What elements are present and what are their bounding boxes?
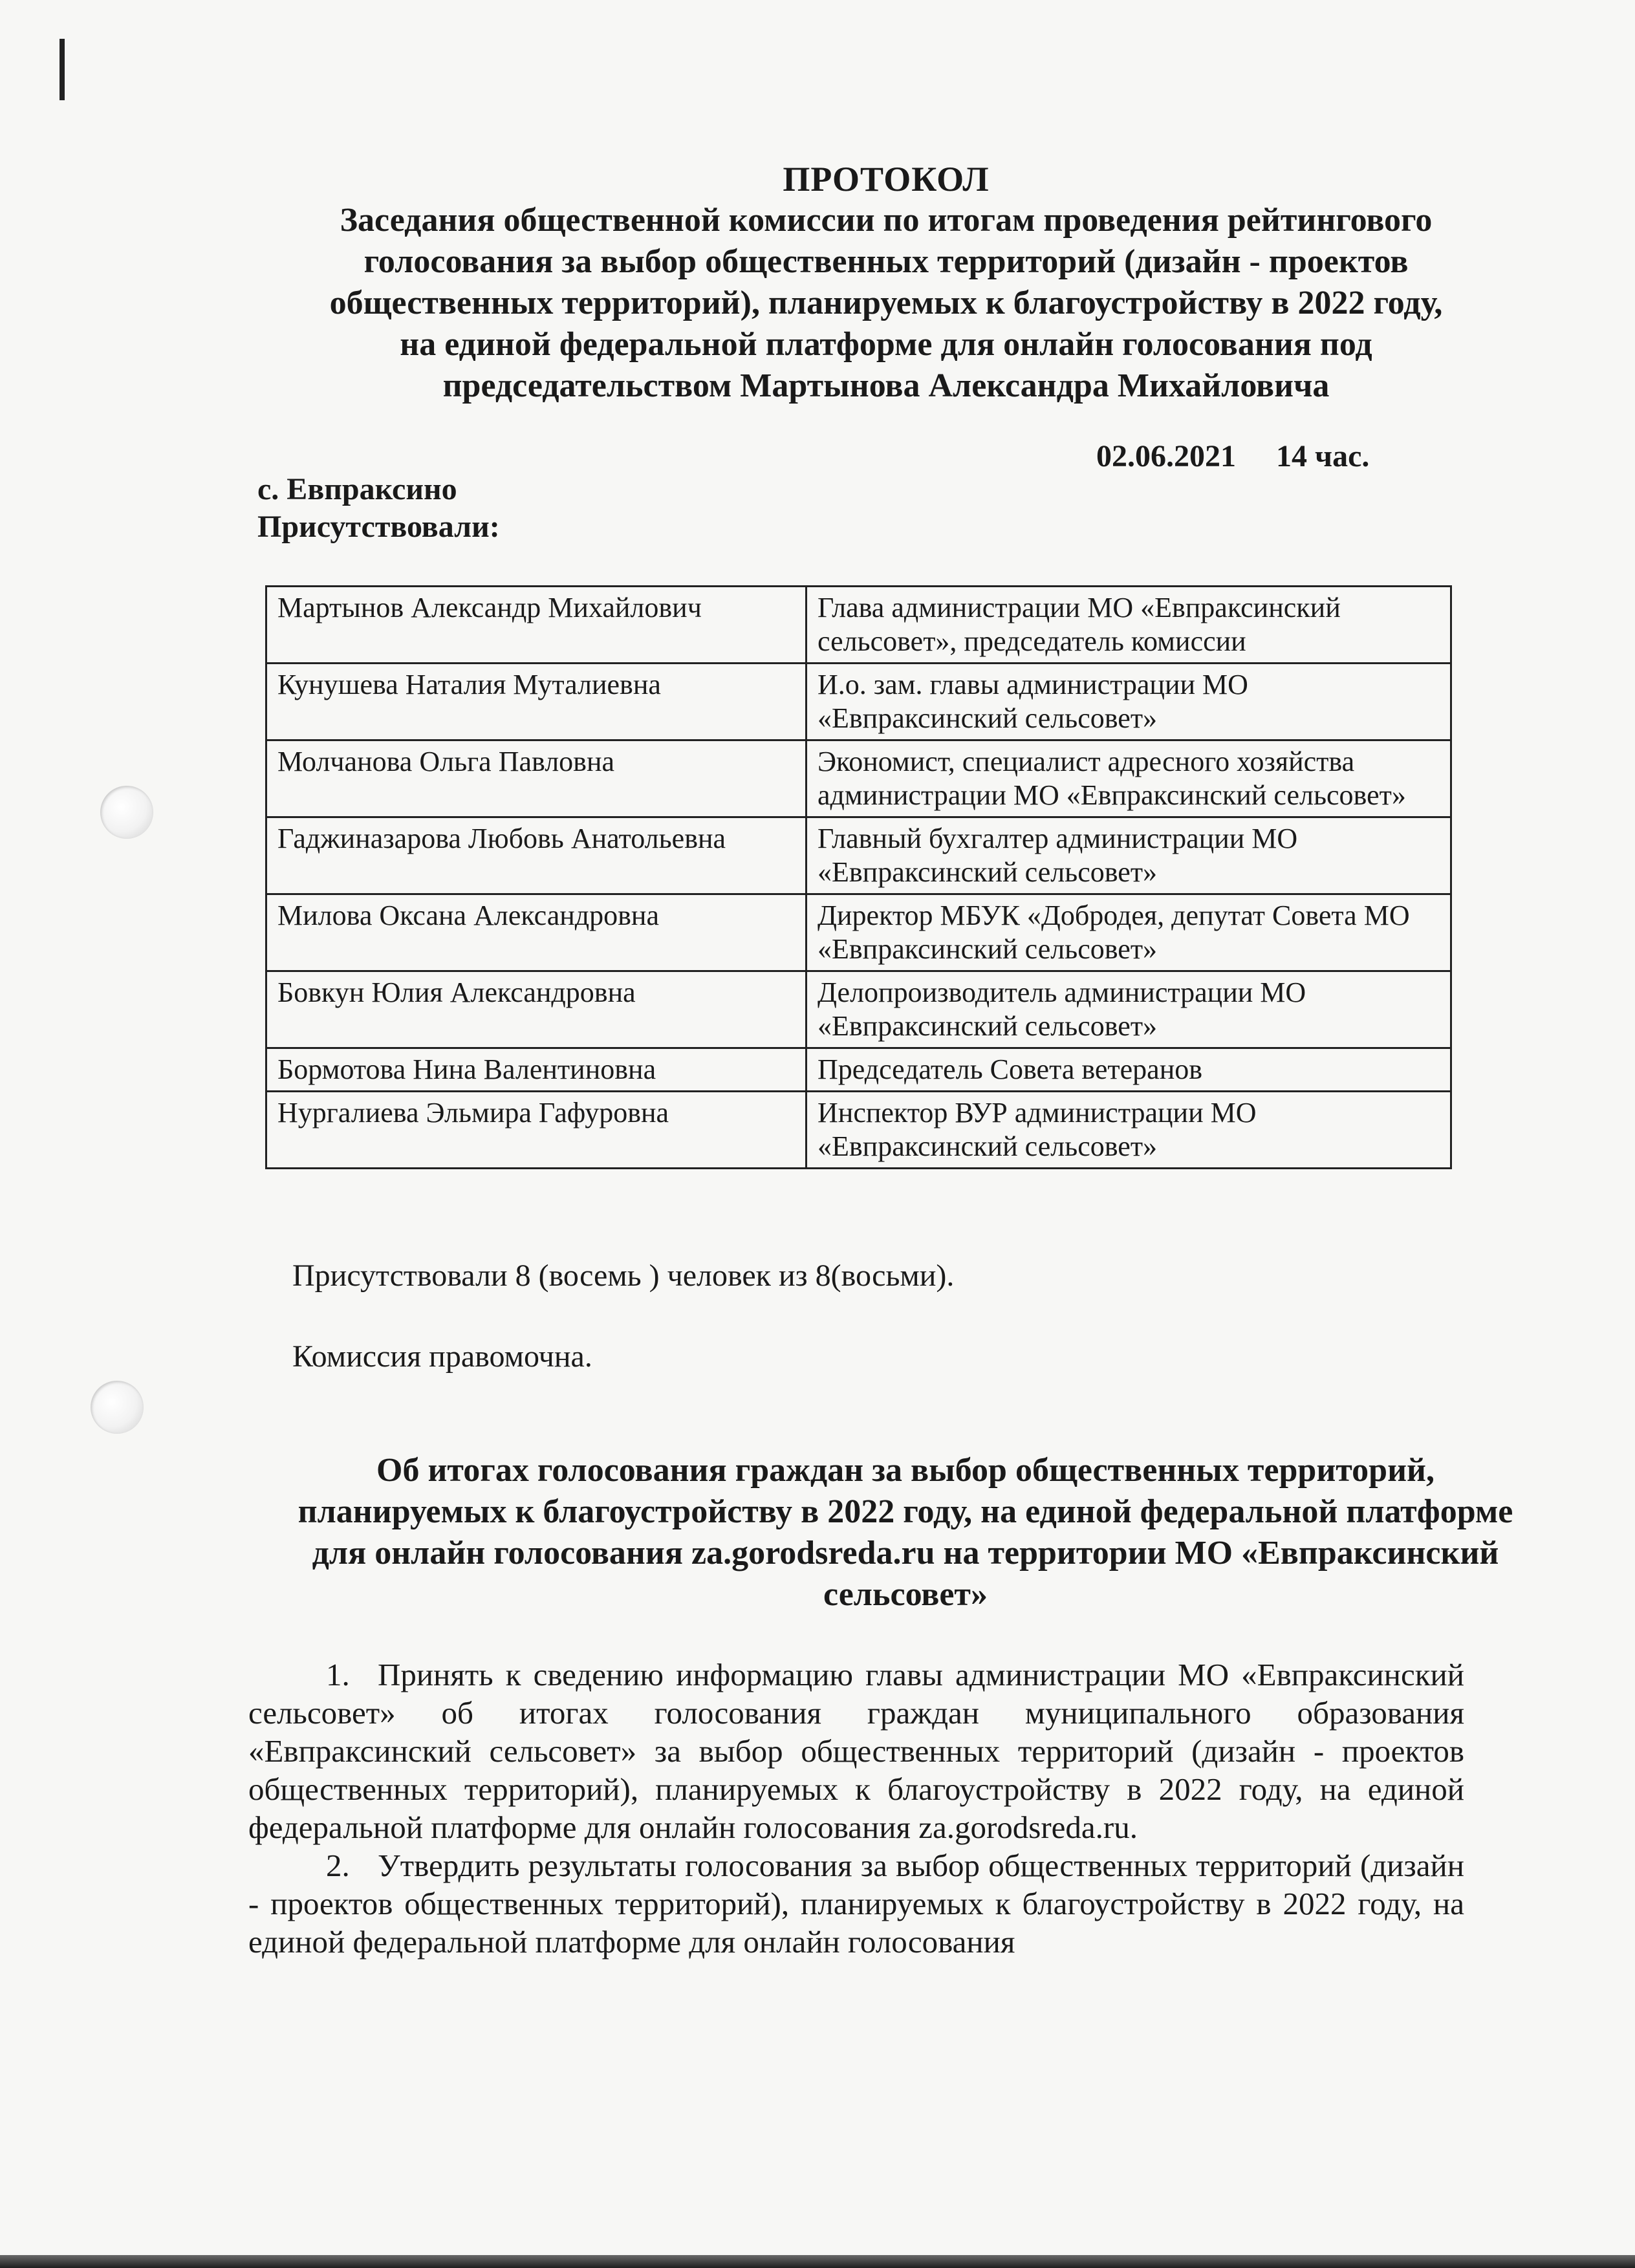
- quorum-text: Комиссия правомочна.: [292, 1339, 592, 1374]
- member-name: Бормотова Нина Валентиновна: [266, 1048, 807, 1092]
- member-position: Экономист, специалист адресного хозяйства администрации МО «Евпраксинский сельсовет»: [807, 740, 1451, 817]
- item-text: Утвердить результаты голосования за выбор общественных территорий (дизайн - проектов общественных территорий), планируемых к благоустройству в 2022 году, на единой федеральной платформе для онлайн голосования: [248, 1848, 1464, 1960]
- resolution-list: [248, 1656, 1464, 1961]
- meeting-date: 02.06.2021: [1096, 439, 1236, 473]
- scan-bottom-edge: [0, 2255, 1635, 2268]
- header-line: общественных территорий), планируемых к благоустройству в 2022 году,: [329, 285, 1443, 321]
- meeting-place: с. Евпраксино: [257, 472, 457, 506]
- member-name: Мартынов Александр Михайлович: [266, 587, 807, 664]
- table-row: [266, 740, 1451, 817]
- present-label: Присутствовали:: [257, 510, 500, 544]
- table-row: [266, 971, 1451, 1048]
- item-number: 1.: [326, 1657, 350, 1692]
- member-position: Глава администрации МО «Евпраксинский сельсовет», председатель комиссии: [807, 587, 1451, 664]
- member-name: Нургалиева Эльмира Гафуровна: [266, 1092, 807, 1169]
- header-line: председательством Мартынова Александра Михайловича: [442, 367, 1330, 404]
- table-row: [266, 894, 1451, 971]
- table-row: [266, 587, 1451, 664]
- attendance-text: Присутствовали 8 (восемь ) человек из 8(восьми).: [292, 1258, 955, 1293]
- member-name: Кунушева Наталия Муталиевна: [266, 664, 807, 740]
- member-position: Главный бухгалтер администрации МО «Евпраксинский сельсовет»: [807, 817, 1451, 894]
- member-position: Инспектор ВУР администрации МО «Евпраксинский сельсовет»: [807, 1092, 1451, 1169]
- meeting-datetime: [1096, 438, 1369, 474]
- table-row: [266, 1048, 1451, 1092]
- document-title: ПРОТОКОЛ: [783, 160, 990, 199]
- member-position: Делопроизводитель администрации МО «Евпраксинский сельсовет»: [807, 971, 1451, 1048]
- table-row: [266, 664, 1451, 740]
- list-item: [248, 1656, 1464, 1846]
- table-row: [266, 817, 1451, 894]
- punch-hole: [91, 1381, 144, 1434]
- member-position: И.о. зам. главы администрации МО «Евпраксинский сельсовет»: [807, 664, 1451, 740]
- member-name: Гаджиназарова Любовь Анатольевна: [266, 817, 807, 894]
- member-name: Молчанова Ольга Павловна: [266, 740, 807, 817]
- header-line: Заседания общественной комиссии по итогам проведения рейтингового: [340, 202, 1433, 239]
- document-header: [246, 158, 1526, 407]
- scan-mark: [60, 39, 65, 100]
- section-title: Об итогах голосования граждан за выбор общественных территорий, планируемых к благоустройству в 2022 году, на единой федеральной платформе для онлайн голосования za.gorodsreda.ru на территории МО «Евпраксинский сельсовет»: [298, 1452, 1513, 1613]
- item-text: Принять к сведению информацию главы администрации МО «Евпраксинский сельсовет» об итогах голосования граждан муниципального образования «Евпраксинский сельсовет» за выбор общественных территорий (дизайн - проектов общественных территорий), планируемых к благоустройству в 2022 году, на единой федеральной платформе для онлайн голосования za.gorodsreda.ru.: [248, 1657, 1464, 1845]
- table-row: [266, 1092, 1451, 1169]
- punch-hole: [100, 786, 153, 839]
- header-line: на единой федеральной платформе для онлайн голосования под: [400, 326, 1372, 363]
- header-line: голосования за выбор общественных территорий (дизайн - проектов: [363, 243, 1409, 280]
- member-position: Директор МБУК «Добродея, депутат Совета МО «Евпраксинский сельсовет»: [807, 894, 1451, 971]
- members-table: [265, 585, 1452, 1169]
- meeting-place-block: [257, 471, 500, 546]
- meeting-time: 14 час.: [1276, 439, 1370, 473]
- member-name: Бовкун Юлия Александровна: [266, 971, 807, 1048]
- list-item: [248, 1846, 1464, 1961]
- member-name: Милова Оксана Александровна: [266, 894, 807, 971]
- item-number: 2.: [326, 1848, 350, 1883]
- member-position: Председатель Совета ветеранов: [807, 1048, 1451, 1092]
